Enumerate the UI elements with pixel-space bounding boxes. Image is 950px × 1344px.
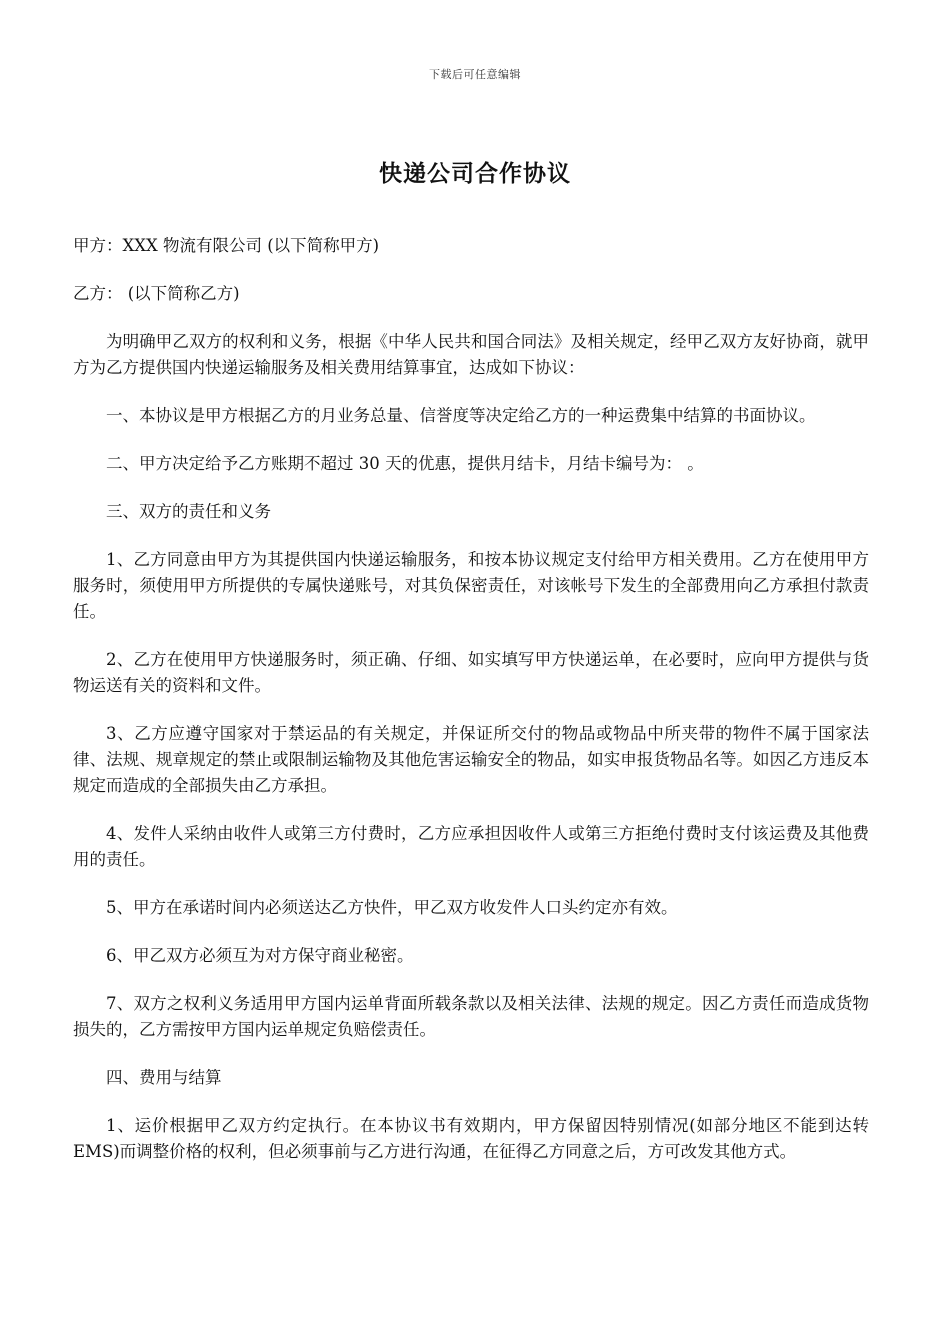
section-3-item-7: 7、双方之权利义务适用甲方国内运单背面所载条款以及相关法律、法规的规定。因乙方责任而造成货物损失的，乙方需按甲方国内运单规定负赔偿责任。 [73,994,869,1039]
clause-1: 一、本协议是甲方根据乙方的月业务总量、信誉度等决定给乙方的一种运费集中结算的书面协议。 [106,406,816,425]
party-a-line: 甲方：XXX 物流有限公司 (以下简称甲方) [73,236,380,255]
clause-2: 二、甲方决定给予乙方账期不超过 30 天的优惠，提供月结卡，月结卡编号为： 。 [106,454,704,473]
section-3-item-3: 3、乙方应遵守国家对于禁运品的有关规定，并保证所交付的物品或物品中所夹带的物件不属于国家法律、法规、规章规定的禁止或限制运输物及其他危害运输安全的物品，如实申报货物品名等。如因乙方违反本规定而造成的全部损失由乙方承担。 [73,724,869,795]
section-3-item-1: 1、乙方同意由甲方为其提供国内快递运输服务，和按本协议规定支付给甲方相关费用。乙方在使用甲方服务时，须使用甲方所提供的专属快递账号，对其负保密责任，对该帐号下发生的全部费用向乙方承担付款责任。 [73,550,869,621]
section-3-heading: 三、双方的责任和义务 [106,502,271,521]
section-4-item-1: 1、运价根据甲乙双方约定执行。在本协议书有效期内，甲方保留因特别情况(如部分地区不能到达转 EMS)而调整价格的权利，但必须事前与乙方进行沟通，在征得乙方同意之后，方可改发其他方式。 [73,1116,869,1161]
section-3-item-6: 6、甲乙双方必须互为对方保守商业秘密。 [106,946,414,965]
section-3-item-5: 5、甲方在承诺时间内必须送达乙方快件，甲乙双方收发件人口头约定亦有效。 [106,898,678,917]
preamble-paragraph: 为明确甲乙双方的权利和义务，根据《中华人民共和国合同法》及相关规定，经甲乙双方友好协商，就甲方为乙方提供国内快递运输服务及相关费用结算事宜，达成如下协议： [73,332,869,377]
party-b-line: 乙方： (以下简称乙方) [73,284,240,303]
agreement-body [73,233,869,1187]
header-note: 下载后可任意编辑 [429,68,521,81]
section-3-item-4: 4、发件人采纳由收件人或第三方付费时，乙方应承担因收件人或第三方拒绝付费时支付该运费及其他费用的责任。 [73,824,869,869]
section-3-item-2: 2、乙方在使用甲方快递服务时，须正确、仔细、如实填写甲方快递运单，在必要时，应向甲方提供与货物运送有关的资料和文件。 [73,650,869,695]
section-4-heading: 四、费用与结算 [106,1068,222,1087]
document-title: 快递公司合作协议 [379,161,571,187]
